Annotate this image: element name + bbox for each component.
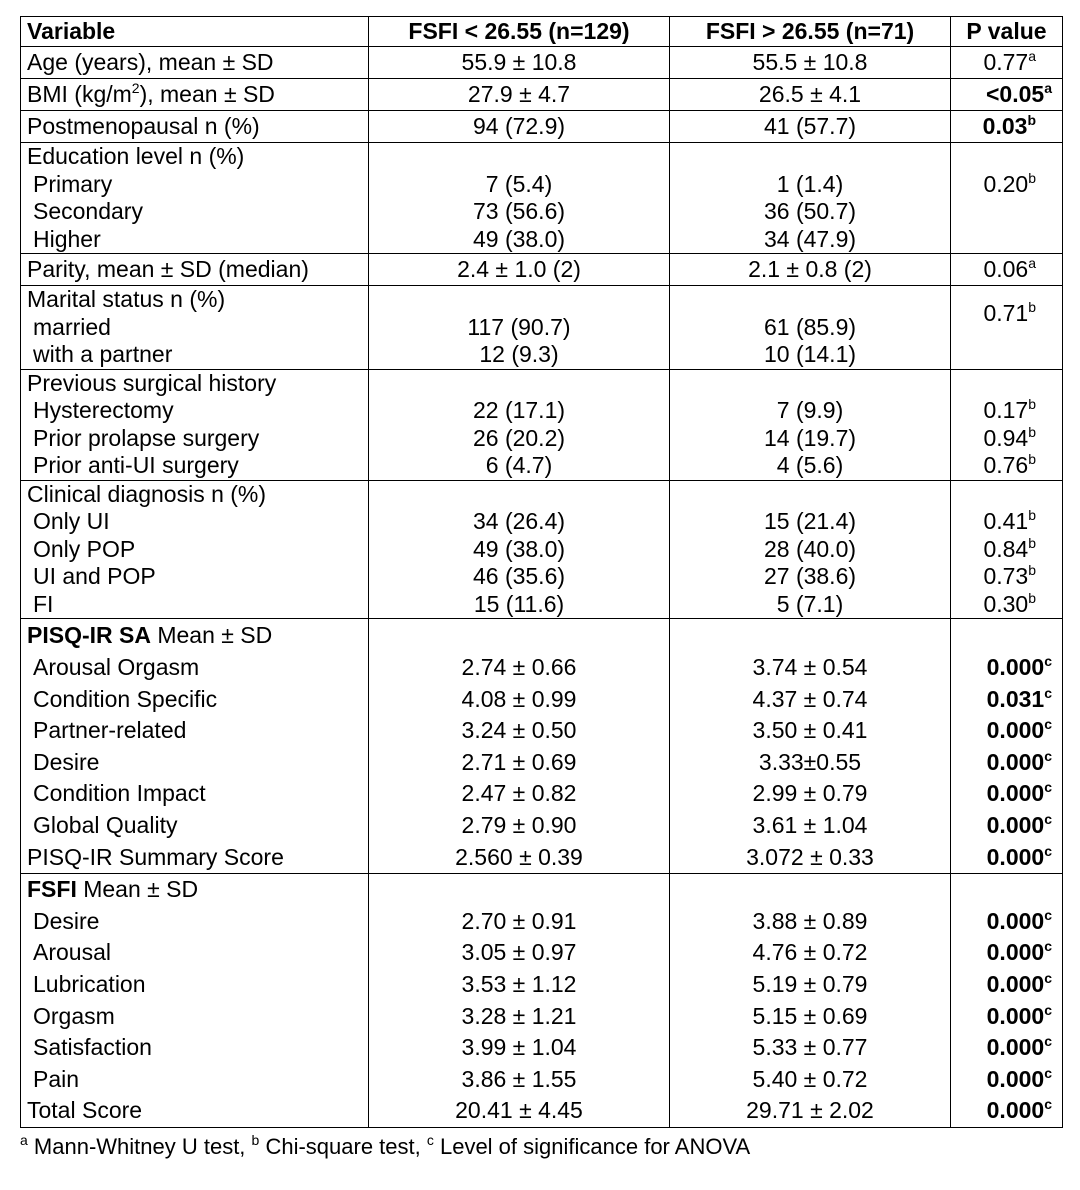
row-education bbox=[21, 143, 1063, 254]
label-pisq: PISQ-IR SA Mean ± SD Arousal Orgasm Condition Specific Partner-related Desire Condition Impact Global Quality PISQ-IR Summary Score bbox=[21, 619, 369, 874]
g2-surgical: 7 (9.9) 14 (19.7) 4 (5.6) bbox=[670, 369, 951, 480]
p-surgical: 0.17$^b$ 0.94$^b$ 0.76$^b$ bbox=[951, 369, 1063, 480]
g1-pisq: 2.74 ± 0.66 4.08 ± 0.99 3.24 ± 0.50 2.71 ± 0.69 2.47 ± 0.82 2.79 ± 0.90 2.560 ± 0.39 bbox=[369, 619, 670, 874]
row-bmi bbox=[21, 79, 1063, 111]
p-clinical: 0.41$^b$ 0.84$^b$ 0.73$^b$ 0.30$^b$ bbox=[951, 480, 1063, 619]
label-bmi: BMI $(kg/m^2)$, mean ± SD bbox=[21, 79, 369, 111]
g1-education: 7 (5.4) 73 (56.6) 49 (38.0) bbox=[369, 143, 670, 254]
row-age bbox=[21, 47, 1063, 79]
g1-bmi: 27.9 ± 4.7 bbox=[369, 79, 670, 111]
results-table bbox=[20, 16, 1063, 1128]
label-postmenopausal: Postmenopausal n (%) bbox=[21, 111, 369, 143]
g2-parity: 2.1 ± 0.8 (2) bbox=[670, 254, 951, 286]
document bbox=[20, 16, 1062, 1160]
label-clinical: Clinical diagnosis n (%) Only UI Only POP UI and POP FI bbox=[21, 480, 369, 619]
g1-parity: 2.4 ± 1.0 (2) bbox=[369, 254, 670, 286]
footnote: $^a$ Mann-Whitney U test, $^b$ Chi-square test, $^c$ Level of significance for ANOVA bbox=[20, 1131, 751, 1159]
row-clinical bbox=[21, 480, 1063, 619]
g2-age: 55.5 ± 10.8 bbox=[670, 47, 951, 79]
g1-fsfi: 2.70 ± 0.91 3.05 ± 0.97 3.53 ± 1.12 3.28 ± 1.21 3.99 ± 1.04 3.86 ± 1.55 20.41 ± 4.45 bbox=[369, 874, 670, 1128]
g1-postmenopausal: 94 (72.9) bbox=[369, 111, 670, 143]
g2-pisq: 3.74 ± 0.54 4.37 ± 0.74 3.50 ± 0.41 3.33±0.55 2.99 ± 0.79 3.61 ± 1.04 3.072 ± 0.33 bbox=[670, 619, 951, 874]
label-age: Age (years), mean ± SD bbox=[21, 47, 369, 79]
g2-marital: 61 (85.9) 10 (14.1) bbox=[670, 286, 951, 370]
row-marital bbox=[21, 286, 1063, 370]
g1-clinical: 34 (26.4) 49 (38.0) 46 (35.6) 15 (11.6) bbox=[369, 480, 670, 619]
p-pisq: 0.000$^c$ 0.031$^c$ 0.000$^c$ 0.000$^c$ 0.000$^c$ 0.000$^c$ 0.000$^c$ bbox=[951, 619, 1063, 874]
row-postmenopausal bbox=[21, 111, 1063, 143]
p-parity: 0.06$^a$ bbox=[951, 254, 1063, 286]
label-fsfi: FSFI Mean ± SD Desire Arousal Lubrication Orgasm Satisfaction Pain Total Score bbox=[21, 874, 369, 1128]
g2-fsfi: 3.88 ± 0.89 4.76 ± 0.72 5.19 ± 0.79 5.15 ± 0.69 5.33 ± 0.77 5.40 ± 0.72 29.71 ± 2.02 bbox=[670, 874, 951, 1128]
header-row bbox=[21, 17, 1063, 47]
label-surgical: Previous surgical history Hysterectomy Prior prolapse surgery Prior anti-UI surgery bbox=[21, 369, 369, 480]
row-parity bbox=[21, 254, 1063, 286]
label-education: Education level n (%) Primary Secondary Higher bbox=[21, 143, 369, 254]
g2-education: 1 (1.4) 36 (50.7) 34 (47.9) bbox=[670, 143, 951, 254]
row-surgical bbox=[21, 369, 1063, 480]
g2-bmi: 26.5 ± 4.1 bbox=[670, 79, 951, 111]
g2-postmenopausal: 41 (57.7) bbox=[670, 111, 951, 143]
row-fsfi bbox=[21, 874, 1063, 1128]
label-marital: Marital status n (%) married with a partner bbox=[21, 286, 369, 370]
p-bmi: <0.05$^a$ bbox=[951, 79, 1063, 111]
header-pvalue: P value bbox=[951, 17, 1063, 47]
p-fsfi: 0.000$^c$ 0.000$^c$ 0.000$^c$ 0.000$^c$ 0.000$^c$ 0.000$^c$ 0.000$^c$ bbox=[951, 874, 1063, 1128]
g2-clinical: 15 (21.4) 28 (40.0) 27 (38.6) 5 (7.1) bbox=[670, 480, 951, 619]
p-age: 0.77$^a$ bbox=[951, 47, 1063, 79]
p-education: 0.20$^b$ bbox=[951, 143, 1063, 254]
row-pisq bbox=[21, 619, 1063, 874]
p-postmenopausal: 0.03$^b$ bbox=[951, 111, 1063, 143]
label-parity: Parity, mean ± SD (median) bbox=[21, 254, 369, 286]
header-group1: FSFI < 26.55 (n=129) bbox=[369, 17, 670, 47]
g1-surgical: 22 (17.1) 26 (20.2) 6 (4.7) bbox=[369, 369, 670, 480]
header-variable: Variable bbox=[21, 17, 369, 47]
p-marital: 0.71$^b$ bbox=[951, 286, 1063, 370]
g1-age: 55.9 ± 10.8 bbox=[369, 47, 670, 79]
g1-marital: 117 (90.7) 12 (9.3) bbox=[369, 286, 670, 370]
header-group2: FSFI > 26.55 (n=71) bbox=[670, 17, 951, 47]
